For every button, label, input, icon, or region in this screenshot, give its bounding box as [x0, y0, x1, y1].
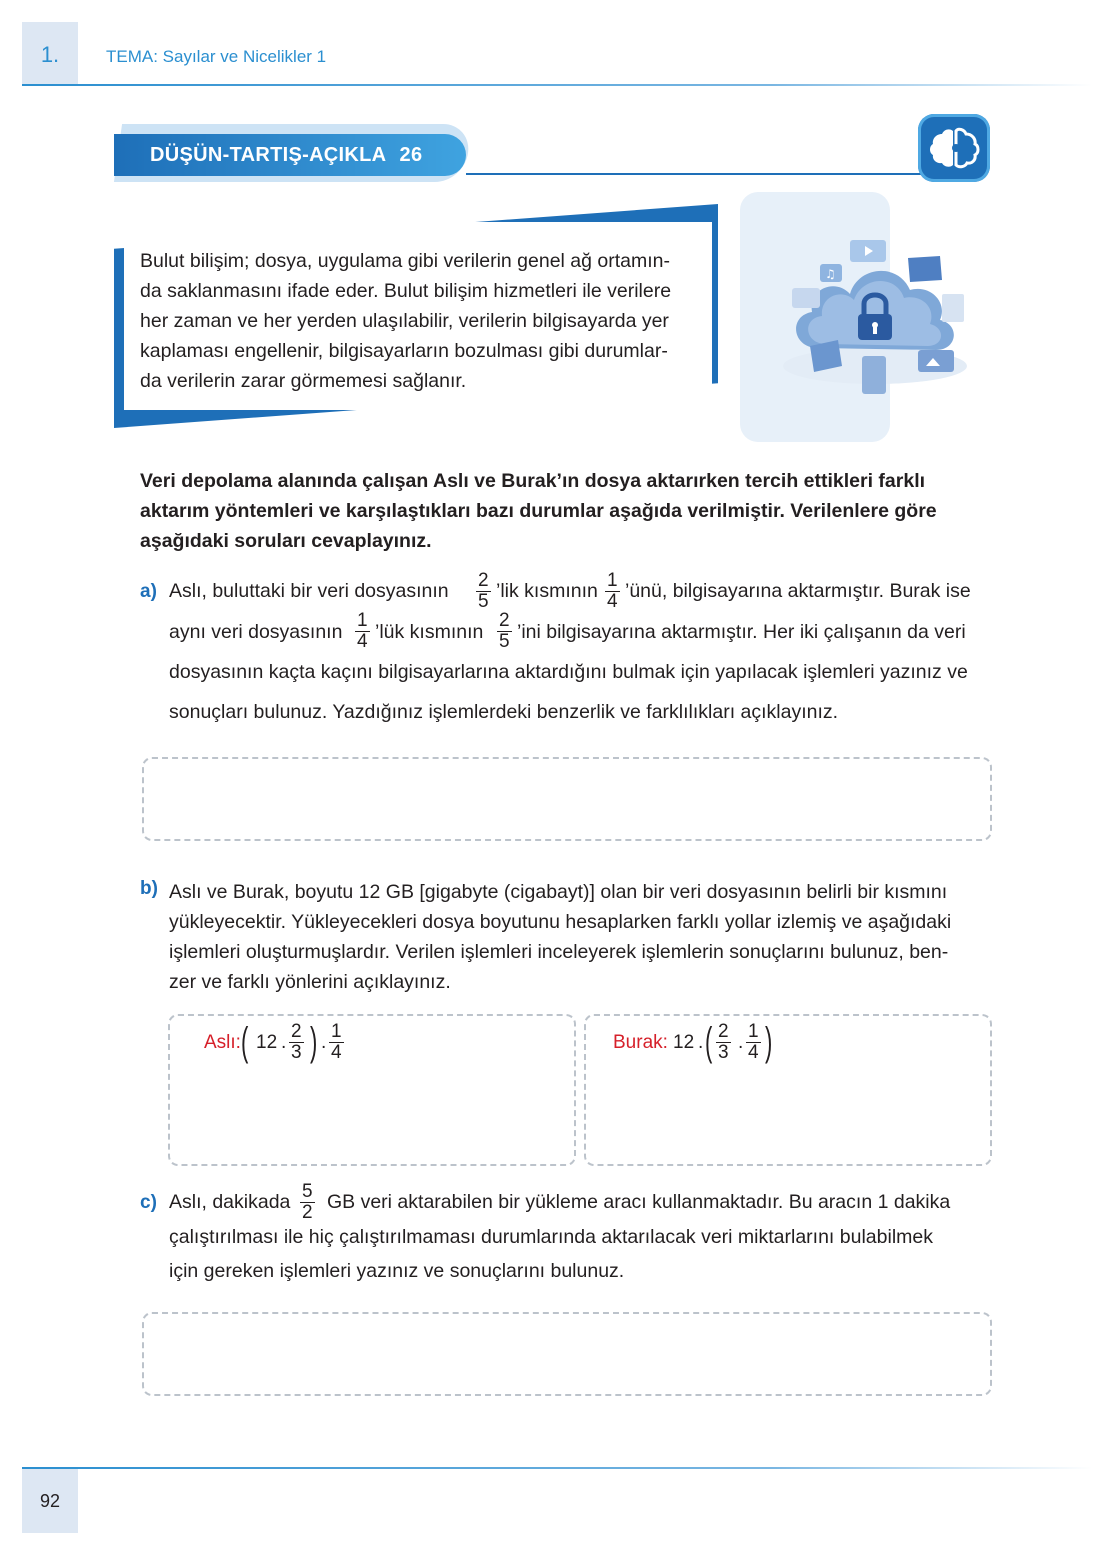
fraction-denominator: 5 — [478, 591, 489, 612]
question-a-text-3: dosyasının kaçta kaçını bilgisayarlarına aktardığını bulmak için yapılacak işlemleri yazınız ve — [169, 661, 968, 683]
prompt-line: aşağıdaki soruları cevaplayınız. — [140, 530, 432, 552]
question-a-text-2a: aynı veri dosyasının — [169, 621, 343, 643]
close-paren: ) — [764, 1020, 773, 1064]
fraction-numerator: 1 — [748, 1021, 759, 1042]
multiply-dot: . — [738, 1032, 744, 1053]
fraction-2-5 — [476, 571, 491, 612]
fraction-2-3 — [289, 1022, 304, 1063]
page-number-box — [22, 1469, 78, 1533]
intro-line: Bulut bilişim; dosya, uygulama gibi verilerin genel ağ ortamın- — [140, 250, 671, 272]
question-b-line: Aslı ve Burak, boyutu 12 GB [gigabyte (cigabayt)] olan bir veri dosyasının belirli bir kısmını — [169, 881, 948, 903]
cloud-storage-lock-illustration — [770, 228, 980, 408]
prompt-line: Veri depolama alanında çalışan Aslı ve Burak’ın dosya aktarırken tercih ettikleri farklı — [140, 470, 926, 492]
intro-box — [124, 222, 712, 410]
open-paren: ( — [704, 1020, 713, 1064]
question-c-label: c) — [140, 1192, 157, 1213]
section-underline — [466, 173, 922, 175]
fraction-numerator: 2 — [478, 570, 489, 591]
prompt-line: aktarım yöntemleri ve karşılaştıkları bazı durumlar aşağıda verilmiştir. Verilenlere göre — [140, 500, 937, 522]
fraction-numerator: 2 — [499, 610, 510, 631]
fraction-1-4 — [746, 1022, 761, 1063]
fraction-5-2 — [300, 1182, 315, 1223]
header-divider — [22, 84, 1092, 86]
intro-line: kaplaması engellenir, bilgisayarların bozulması gibi durumlar- — [140, 340, 668, 362]
page-number: 92 — [39, 1491, 61, 1511]
fraction-numerator: 1 — [331, 1021, 342, 1042]
section-title-text: DÜŞÜN-TARTIŞ-AÇIKLA — [150, 144, 386, 166]
fraction-2-5 — [497, 611, 512, 652]
question-a-text-1a: Aslı, buluttaki bir veri dosyasının — [169, 580, 449, 602]
open-paren: ( — [240, 1020, 249, 1064]
fraction-denominator: 5 — [499, 631, 510, 652]
asli-whole-number: 12 — [256, 1032, 278, 1053]
intro-line: da saklanmasını ifade eder. Bulut bilişim hizmetleri ile verilere — [140, 280, 672, 302]
question-b-line: yükleyecektir. Yükleyecekleri dosya boyutunu hesaplarken farklı yollar izlemiş ve aşağıdaki — [169, 911, 952, 933]
multiply-dot: . — [321, 1032, 327, 1053]
burak-whole-number: 12 — [673, 1032, 695, 1053]
fraction-denominator: 4 — [331, 1042, 342, 1063]
multiply-dot: . — [281, 1032, 287, 1053]
question-a-text-4: sonuçları bulunuz. Yazdığınız işlemlerdeki benzerlik ve farklılıkları açıklayınız. — [169, 701, 839, 723]
section-banner — [114, 134, 466, 176]
fraction-numerator: 1 — [607, 570, 618, 591]
question-c-text-2: çalıştırılması ile hiç çalıştırılmaması durumlarında aktarılacak veri miktarlarını bulabilmek — [169, 1226, 933, 1248]
section-title — [150, 144, 422, 167]
question-b-line: işlemleri oluşturmuşlardır. Verilen işlemleri inceleyerek işlemlerin sonuçlarını bulunuz, ben- — [169, 941, 949, 963]
question-prompt — [140, 466, 992, 556]
close-paren: ) — [309, 1020, 318, 1064]
fraction-numerator: 2 — [718, 1021, 729, 1042]
fraction-1-4 — [329, 1022, 344, 1063]
question-a-text-1c: ’ünü, bilgisayarına aktarmıştır. Burak ise — [625, 580, 971, 602]
brain-puzzle-icon — [918, 114, 990, 182]
svg-text:♫: ♫ — [825, 267, 836, 281]
asli-name: Aslı: — [204, 1032, 241, 1053]
fraction-numerator: 1 — [357, 610, 368, 631]
fraction-denominator: 3 — [291, 1042, 302, 1063]
question-b-label: b) — [140, 878, 158, 899]
chapter-number: 1. — [40, 42, 60, 67]
fraction-1-4 — [355, 611, 370, 652]
question-a-label: a) — [140, 581, 157, 602]
fraction-1-4 — [605, 571, 620, 612]
fraction-numerator: 5 — [302, 1181, 313, 1202]
question-c-text-1a: Aslı, dakikada — [169, 1191, 291, 1213]
intro-line: da verilerin zarar görmemesi sağlanır. — [140, 370, 467, 392]
section-number: 26 — [399, 144, 423, 166]
fraction-numerator: 2 — [291, 1021, 302, 1042]
fraction-denominator: 3 — [718, 1042, 729, 1063]
footer-divider — [22, 1467, 1092, 1469]
fraction-2-3 — [716, 1022, 731, 1063]
fraction-denominator: 4 — [748, 1042, 759, 1063]
question-a-text-1b: ’lik kısmının — [496, 580, 598, 602]
question-c-text-3: için gereken işlemleri yazınız ve sonuçlarını bulunuz. — [169, 1260, 625, 1282]
question-a-text-2b: ’lük kısmının — [375, 621, 484, 643]
chapter-number-box — [22, 22, 78, 84]
question-c-text-1b: GB veri aktarabilen bir yükleme aracı kullanmaktadır. Bu aracın 1 dakika — [327, 1191, 951, 1213]
question-a-text-2c: ’ini bilgisayarına aktarmıştır. Her iki çalışanın da veri — [517, 621, 966, 643]
question-b-line: zer ve farklı yönlerini açıklayınız. — [169, 971, 451, 993]
multiply-dot: . — [698, 1032, 704, 1053]
theme-title: TEMA: Sayılar ve Nicelikler 1 — [106, 47, 327, 66]
burak-name: Burak: — [613, 1032, 668, 1053]
fraction-denominator: 4 — [357, 631, 368, 652]
answer-box-a[interactable] — [142, 757, 992, 841]
question-b-text — [169, 877, 951, 997]
fraction-denominator: 4 — [607, 591, 618, 612]
intro-line: her zaman ve her yerden ulaşılabilir, verilerin bilgisayarda yer — [140, 310, 669, 332]
intro-text — [140, 246, 700, 396]
answer-box-c[interactable] — [142, 1312, 992, 1396]
fraction-denominator: 2 — [302, 1202, 313, 1223]
